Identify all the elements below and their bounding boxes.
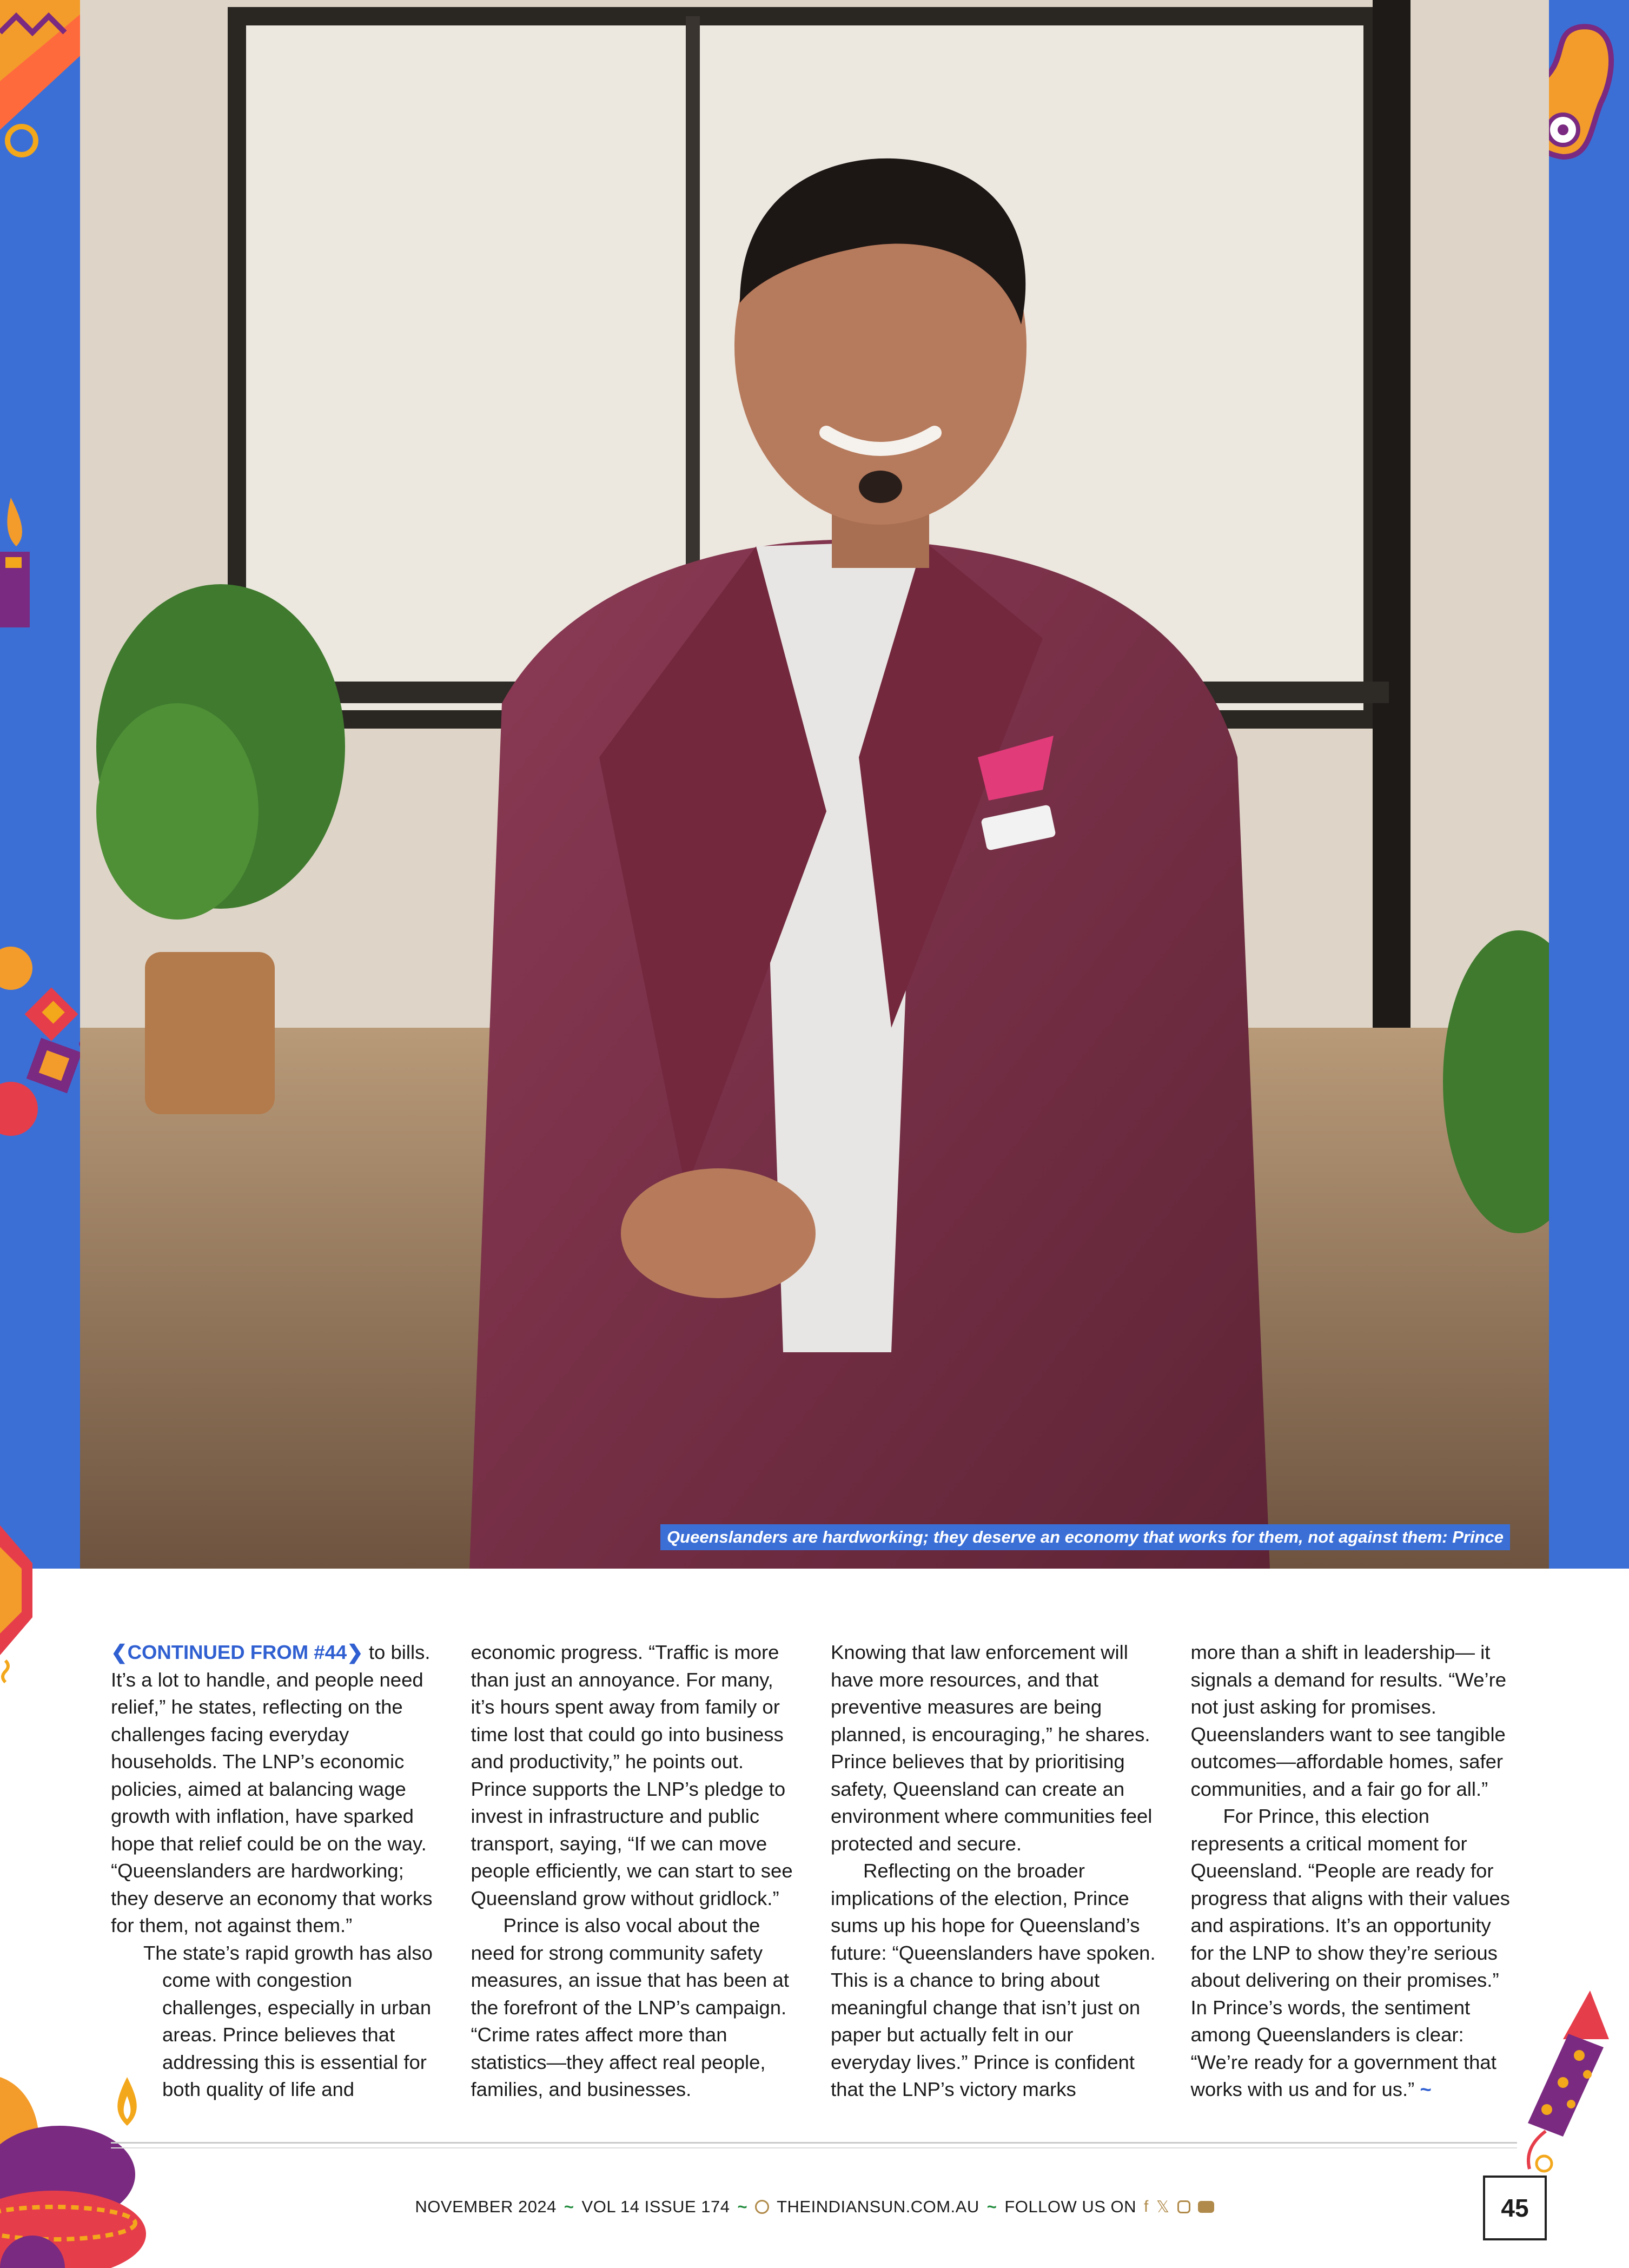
instagram-icon[interactable]	[1177, 2200, 1190, 2213]
article-column-1	[111, 1639, 438, 2104]
x-icon[interactable]: 𝕏	[1156, 2198, 1170, 2216]
globe-icon	[755, 2200, 769, 2214]
issue-date: NOVEMBER 2024	[415, 2197, 557, 2216]
article-paragraph: Reflecting on the broader implications of the election, Prince sums up his hope for Queensland’s future: “Queenslanders have spoken. This is a chance to bring about meaningful change that isn’t just on paper but actually felt in our everyday lives.” Prince is confident that the LNP’s victory marks	[831, 1860, 1156, 2100]
article-paragraph	[1191, 1803, 1518, 2104]
article-paragraph	[111, 1639, 438, 1940]
continued-from-link[interactable]: ❮CONTINUED FROM #44❯	[111, 1641, 363, 1663]
paragraph-text: For Prince, this election represents a critical moment for Queensland. “People are ready for progress that aligns with their values and aspirations. It’s an opportunity for the LNP to show they’re serious about delivering on their promises.” In Prince’s words, the sentiment among Queenslanders is clear: “We’re ready for a government that works with us and for us.”	[1190, 1805, 1510, 2100]
article-paragraph: The state’s rapid growth has also come with congestion challenges, especially in urban areas. Prince believes that addressing this is essential for both quality of life and	[143, 1941, 433, 2100]
separator-icon: ~	[737, 2197, 748, 2216]
facebook-icon[interactable]: f	[1144, 2198, 1149, 2216]
photo-caption: Queenslanders are hardworking; they deserve an economy that works for them, not against them: Prince	[660, 1524, 1510, 1550]
end-mark: ~	[1420, 2078, 1432, 2100]
left-border-band	[0, 0, 80, 1569]
separator-icon: ~	[564, 2197, 574, 2216]
page-footer	[0, 2191, 1629, 2223]
issue-volume: VOL 14 ISSUE 174	[581, 2197, 730, 2216]
article-paragraph: Prince is also vocal about the need for strong community safety measures, an issue that has been at the forefront of the LNP’s campaign. “Crime rates affect more than statistics—they affect real people, families, and businesses.	[471, 1914, 789, 2100]
paragraph-text: to bills. It’s a lot to handle, and people need relief,” he states, reflecting on the challenges facing everyday households. The LNP’s economic policies, aimed at balancing wage growth with inflation, have sparked hope that relief could be on the way. “Queenslanders are hardworking; they deserve an economy that works for them, not against them.”	[111, 1641, 433, 1936]
hero-photo	[80, 0, 1549, 1569]
separator-icon: ~	[986, 2197, 997, 2216]
lantern-decoration	[0, 1515, 43, 1688]
portrait-illustration	[80, 0, 1549, 1569]
article-paragraph: economic progress. “Traffic is more than just an annoyance. For many, it’s hours spent away from family or time lost that could go into business and productivity,” he points out. Prince supports the LNP’s pledge to invest in infrastructure and public transport, saying, “If we can move people efficiently, we can start to see Queensland grow without gridlock.”	[471, 1641, 793, 1909]
article-column-3	[831, 1639, 1157, 2104]
article-column-2	[471, 1639, 798, 2104]
footer-divider	[111, 2142, 1517, 2144]
right-border-band	[1549, 0, 1629, 1569]
footer-divider-2	[111, 2147, 1517, 2148]
youtube-icon[interactable]	[1198, 2201, 1214, 2213]
article-column-4	[1191, 1639, 1518, 2104]
article-paragraph: Knowing that law enforcement will have more resources, and that preventive measures are being planned, is encouraging,” he shares. Prince believes that by prioritising safety, Queensland can create an environment where communities feel protected and secure.	[831, 1641, 1153, 1855]
article-paragraph: more than a shift in leadership— it signals a demand for results. “We’re not just asking for promises. Queenslanders want to see tangible outcomes—affordable homes, safer communities, and a fair go for all.”	[1190, 1641, 1507, 1800]
article-body	[111, 1639, 1517, 2104]
follow-label: FOLLOW US ON	[1004, 2197, 1137, 2216]
diya-lamp-left-decoration	[0, 487, 38, 633]
page-number: 45	[1483, 2176, 1547, 2240]
website-link[interactable]: THEINDIANSUN.COM.AU	[777, 2197, 979, 2216]
